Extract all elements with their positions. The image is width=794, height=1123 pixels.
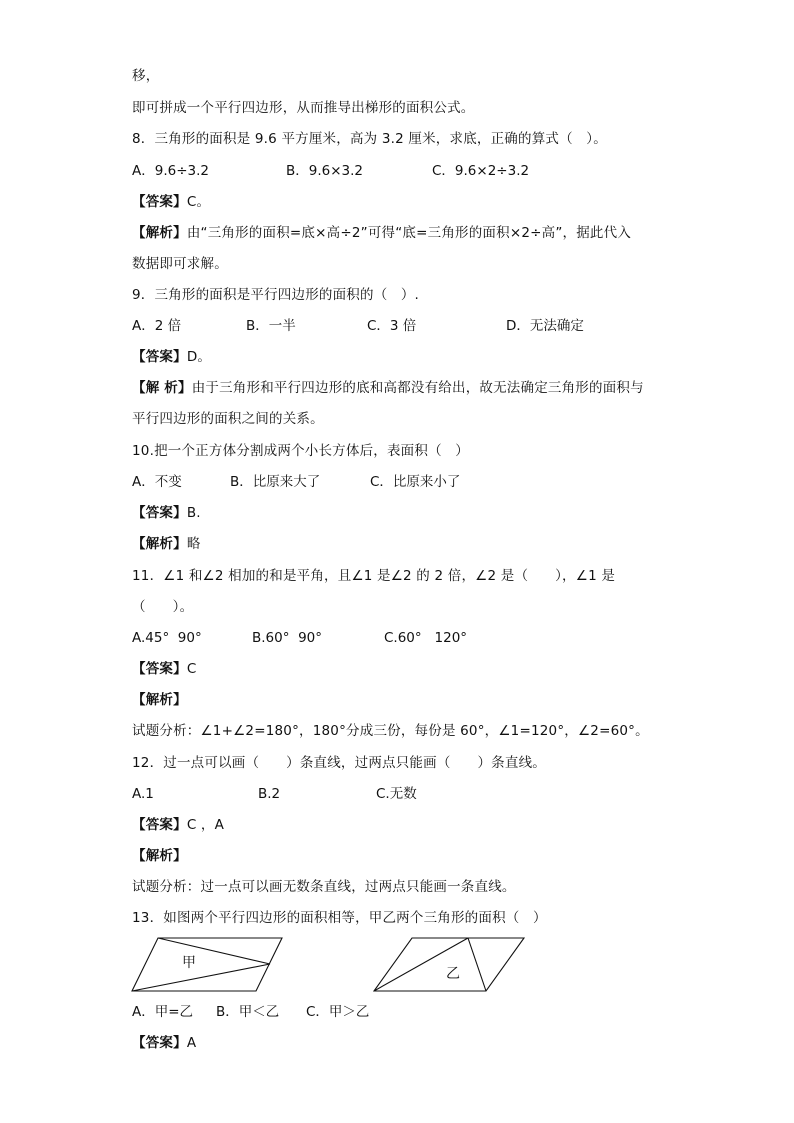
option-a: A.45° 90° [132, 630, 202, 646]
explanation-tag: 【解析】 [132, 848, 187, 864]
triangle-a-edge [132, 964, 270, 991]
explanation-tag: 【解析】 [132, 692, 187, 708]
question-13: 13．如图两个平行四边形的面积相等，甲乙两个三角形的面积（ ） [132, 910, 547, 926]
option-b: B．一半 [246, 318, 296, 334]
answer-tag: 【答案】 [132, 661, 187, 677]
triangle-b-edge [374, 938, 468, 991]
option-b: B.2 [258, 786, 281, 802]
option-c: C．比原来小了 [370, 474, 461, 490]
parallelogram-figure-b [372, 935, 528, 995]
question-8: 8．三角形的面积是 9.6 平方厘米，高为 3.2 厘米，求底，正确的算式（ ）。 [132, 131, 607, 147]
option-b: B.60° 90° [252, 630, 322, 646]
explanation-10 [132, 534, 201, 554]
option-b: B．9.6×3.2 [286, 163, 364, 179]
answer-value: D。 [186, 349, 212, 365]
explanation-tag: 【解析】 [132, 536, 187, 552]
answer-tag: 【答案】 [132, 349, 187, 365]
question-11: 11．∠1 和∠2 相加的和是平角，且∠1 是∠2 的 2 倍，∠2 是（ ），∠1 是 [132, 568, 616, 584]
answer-tag: 【答案】 [132, 194, 187, 210]
explanation-11: 试题分析：∠1+∠2=180°，180°分成三份，每份是 60°，∠1=120°，∠2=60°。 [132, 723, 649, 739]
parallelogram-a-outline [132, 938, 282, 991]
option-a: A.1 [132, 786, 154, 802]
triangle-b-edge [468, 938, 486, 991]
answer-value: C [186, 661, 197, 677]
option-d: D．无法确定 [506, 318, 584, 334]
option-c: C.无数 [376, 786, 417, 802]
option-b: B．比原来大了 [230, 474, 321, 490]
explanation-11-tag [132, 690, 187, 710]
explanation-12: 试题分析：过一点可以画无数条直线，过两点只能画一条直线。 [132, 879, 516, 895]
answer-8 [132, 192, 210, 212]
answer-value: A [186, 1035, 197, 1051]
explanation-tag: 【解 析】 [132, 380, 192, 396]
figure-label-jia: 甲 [182, 955, 196, 971]
answer-tag: 【答案】 [132, 817, 187, 833]
option-c: C．3 倍 [367, 318, 417, 334]
figure-label-yi: 乙 [446, 966, 460, 982]
answer-value: B. [186, 505, 201, 521]
answer-12 [132, 815, 224, 835]
option-a: A．2 倍 [132, 318, 182, 334]
explanation-text: 由于三角形和平行四边形的底和高都没有给出，故无法确定三角形的面积与 [191, 380, 644, 396]
explanation-tag: 【解析】 [132, 225, 187, 241]
answer-tag: 【答案】 [132, 505, 187, 521]
option-c: C．甲＞乙 [306, 1004, 370, 1020]
option-c: C.60° 120° [384, 630, 468, 646]
explanation-8-cont: 数据即可求解。 [132, 256, 228, 272]
answer-9 [132, 347, 211, 367]
text-line: 即可拼成一个平行四边形，从而推导出梯形的面积公式。 [132, 100, 475, 116]
explanation-12-tag [132, 846, 187, 866]
answer-10 [132, 503, 201, 523]
question-11-cont: （ ）。 [132, 599, 194, 615]
answer-value: C ，A [186, 817, 225, 833]
question-12: 12．过一点可以画（ ）条直线，过两点只能画（ ）条直线。 [132, 755, 546, 771]
answer-value: C。 [186, 194, 211, 210]
explanation-9-cont: 平行四边形的面积之间的关系。 [132, 411, 324, 427]
explanation-text: 略 [186, 536, 201, 552]
option-c: C．9.6×2÷3.2 [432, 163, 530, 179]
answer-13 [132, 1033, 196, 1053]
triangle-a-edge [158, 938, 270, 964]
explanation-text: 由“三角形的面积=底×高÷2”可得“底=三角形的面积×2÷高”，据此代入 [186, 225, 632, 241]
option-a: A．9.6÷3.2 [132, 163, 209, 179]
question-9: 9．三角形的面积是平行四边形的面积的（ ）. [132, 287, 420, 303]
option-a: A．不变 [132, 474, 182, 490]
option-a: A．甲=乙 [132, 1004, 194, 1020]
explanation-9 [132, 378, 644, 398]
parallelogram-b-outline [374, 938, 524, 991]
question-10: 10.把一个正方体分割成两个小长方体后，表面积（ ） [132, 443, 469, 459]
explanation-8 [132, 223, 631, 243]
parallelogram-figure-a [130, 935, 286, 995]
option-b: B．甲＜乙 [216, 1004, 280, 1020]
answer-tag: 【答案】 [132, 1035, 187, 1051]
answer-11 [132, 659, 196, 679]
text-line: 移， [132, 68, 160, 84]
